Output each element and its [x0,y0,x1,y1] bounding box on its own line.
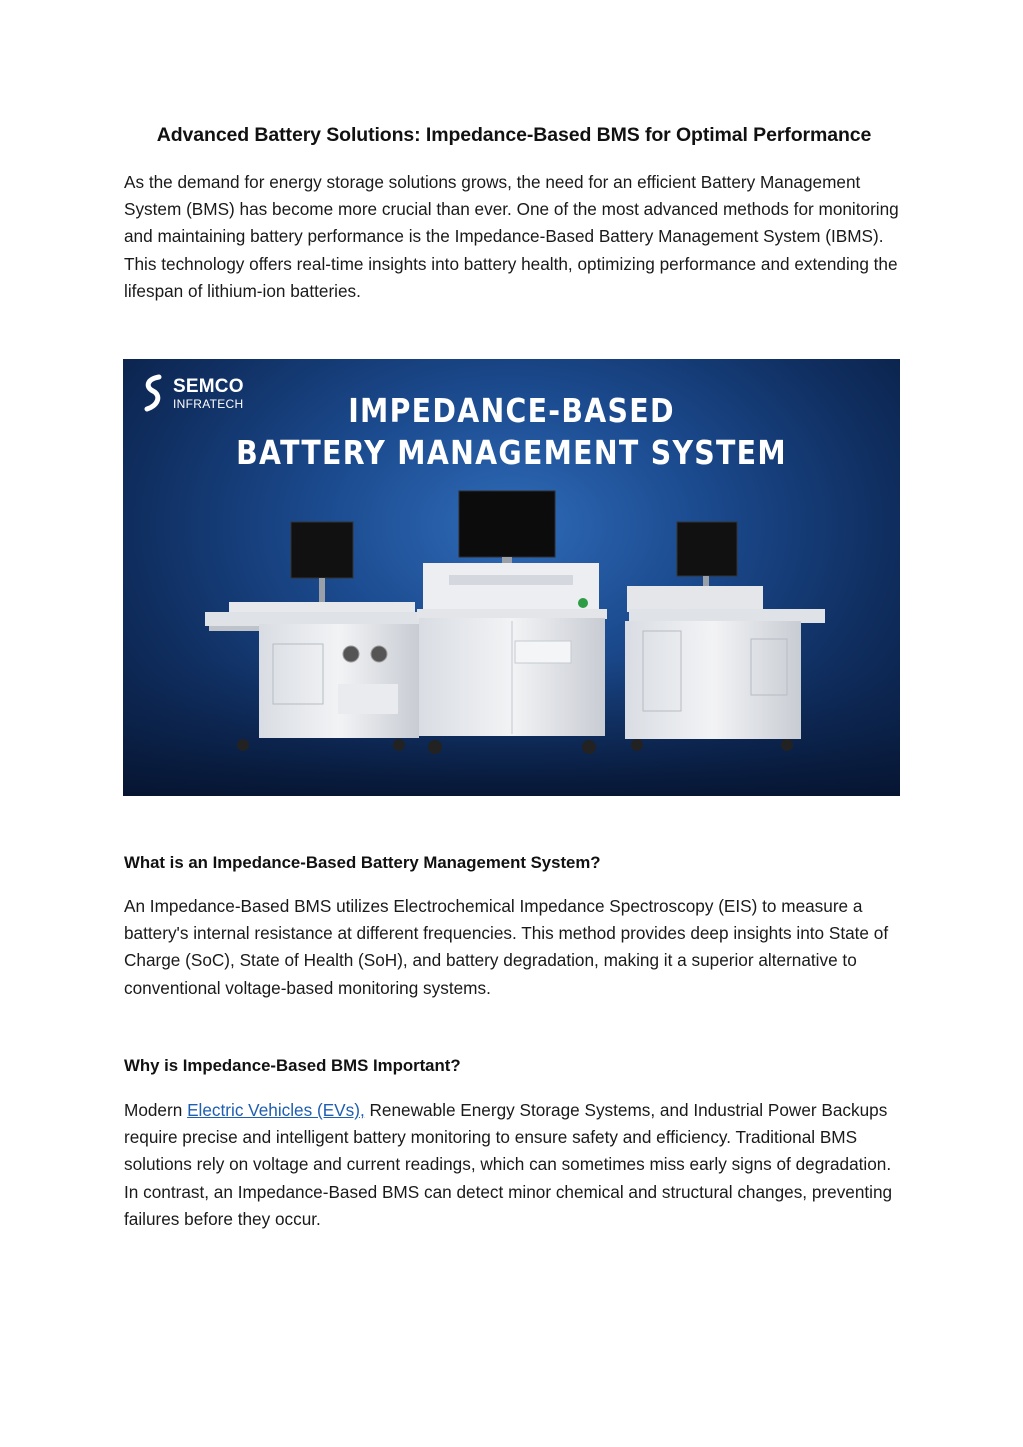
section-heading-why: Why is Impedance-Based BMS Important? [124,1056,461,1075]
section-heading-what: What is an Impedance-Based Battery Management System? [124,853,601,872]
semco-s-mark-icon [139,373,167,413]
document-title: Advanced Battery Solutions: Impedance-Based BMS for Optimal Performance [156,124,872,146]
logo-wordmark: SEMCO [173,376,244,397]
intro-paragraph: As the demand for energy storage solutions grows, the need for an efficient Battery Management System (BMS) has become more crucial than ever. One of the most advanced methods for monitoring and maintaining battery performance is the Impedance-Based Battery Management System (IBMS). This technology offers real-time insights into battery health, optimizing performance and extending the lifespan of lithium-ion batteries. [124,172,899,301]
electric-vehicles-link[interactable]: Electric Vehicles (EVs), [187,1100,365,1120]
section-paragraph-what: An Impedance-Based BMS utilizes Electrochemical Impedance Spectroscopy (EIS) to measure a battery's internal resistance at different frequencies. This method provides deep insights into State of Charge (SoC), State of Health (SoH), and battery degradation, making it a superior alternative to conventional voltage-based monitoring systems. [124,896,889,998]
hero-title-line-1: IMPEDANCE-BASED [348,391,675,430]
hero-image [123,359,900,796]
hero-title-line-2: BATTERY MANAGEMENT SYSTEM [236,433,787,472]
paragraph-prefix: Modern [124,1100,188,1120]
logo-subtitle: INFRATECH [173,397,244,411]
section-paragraph-why [124,1097,899,1233]
right-tester-machine [625,522,825,751]
center-tester-machine [417,491,607,754]
paragraph-suffix: Renewable Energy Storage Systems, and Industrial Power Backups require precise and intelligent battery monitoring to ensure safety and efficiency. Traditional BMS solutions rely on voltage and current readings, which can sometimes miss early signs of degradation. In contrast, an Impedance-Based BMS can detect minor chemical and structural changes, preventing failures before they occur. [124,1100,893,1229]
